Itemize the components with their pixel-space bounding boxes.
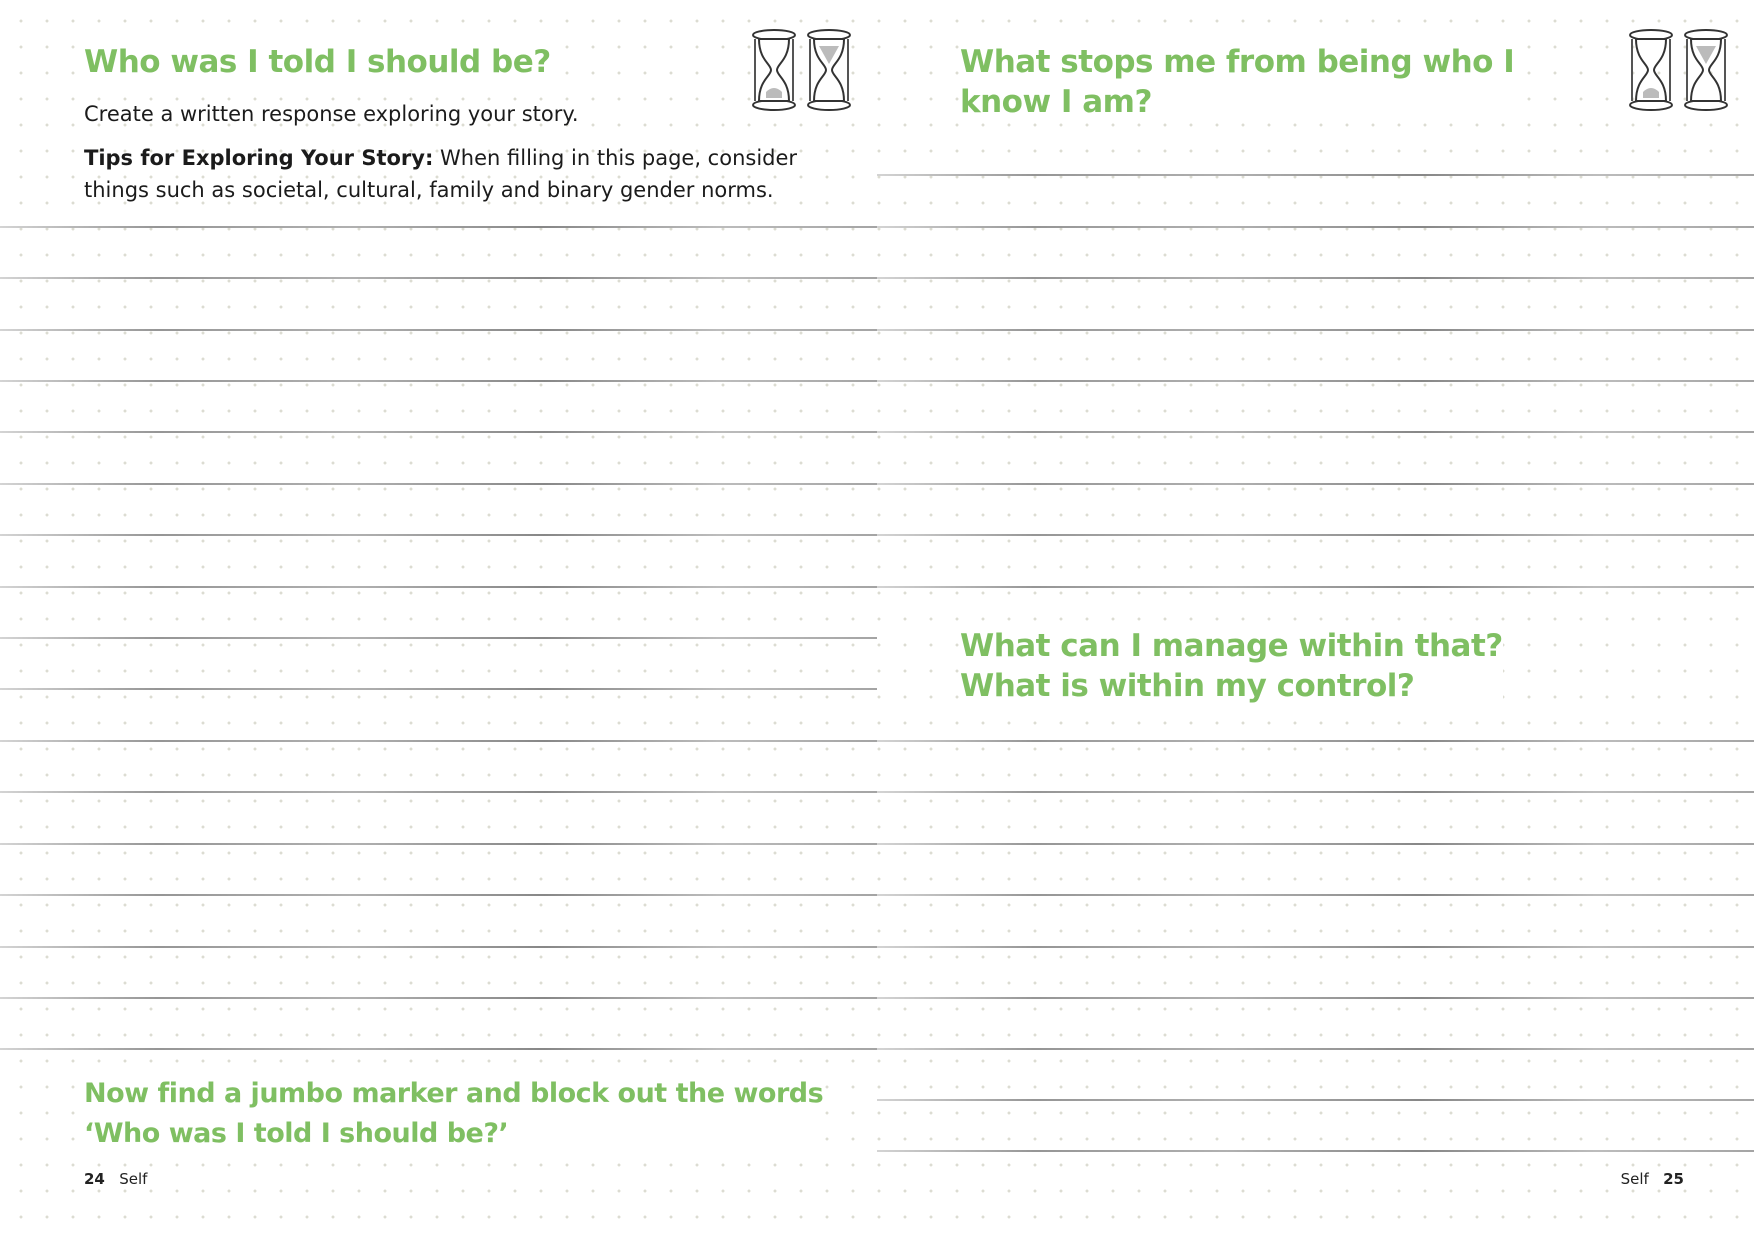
writing-line [877,894,1754,896]
writing-line [877,997,1754,999]
writing-line [0,277,877,279]
page-title: Who was I told I should be? [84,44,551,80]
writing-line [0,431,877,433]
writing-line [0,534,877,536]
hourglass-icon [1627,28,1675,112]
page-footer-right [1621,1170,1684,1188]
page-number: 25 [1663,1170,1684,1188]
writing-line [877,380,1754,382]
writing-line [0,329,877,331]
page-footer-left [84,1170,147,1188]
writing-line [0,226,877,228]
writing-line [0,946,877,948]
writing-line [877,1150,1754,1152]
writing-line [877,329,1754,331]
subtitle-line-2: What is within my control? [960,668,1415,704]
writing-line [0,688,877,690]
title-line-2: know I am? [960,84,1152,120]
writing-line [0,1048,877,1050]
title-line-1: What stops me from being who I [960,44,1515,80]
closing-line-2: ‘Who was I told I should be?’ [84,1118,509,1149]
hourglass-icon [750,28,798,112]
writing-line [0,637,877,639]
tips-text-line1: When filling in this page, consider [433,146,798,170]
tips-label: Tips for Exploring Your Story: [84,146,434,170]
hourglass-icon [805,28,853,112]
instruction-text: Create a written response exploring your story. [84,102,579,126]
subtitle-line-1: What can I manage within that? [960,628,1503,664]
writing-line [877,534,1754,536]
writing-line [0,740,877,742]
section-label: Self [1620,1170,1649,1188]
writing-line [877,226,1754,228]
section-label: Self [119,1170,148,1188]
tips-text-line2: things such as societal, cultural, family and binary gender norms. [84,178,774,202]
page-title [960,42,1514,122]
closing-instruction [84,1074,823,1154]
writing-line [0,586,877,588]
section-heading [960,626,1503,706]
writing-line [0,997,877,999]
writing-line [0,380,877,382]
writing-line [877,791,1754,793]
writing-line [877,843,1754,845]
hourglass-icon [1682,28,1730,112]
tips-paragraph [84,142,844,206]
writing-line [877,586,1754,588]
page-number: 24 [84,1170,105,1188]
writing-line [0,791,877,793]
writing-line [877,1048,1754,1050]
writing-line [877,946,1754,948]
closing-line-1: Now find a jumbo marker and block out the words [84,1078,824,1109]
writing-line [877,483,1754,485]
writing-line [0,843,877,845]
writing-line [0,483,877,485]
writing-line [877,431,1754,433]
writing-line [877,277,1754,279]
writing-line [0,894,877,896]
writing-line [877,1099,1754,1101]
writing-line [877,740,1754,742]
writing-line [877,174,1754,176]
right-page [877,0,1754,1241]
